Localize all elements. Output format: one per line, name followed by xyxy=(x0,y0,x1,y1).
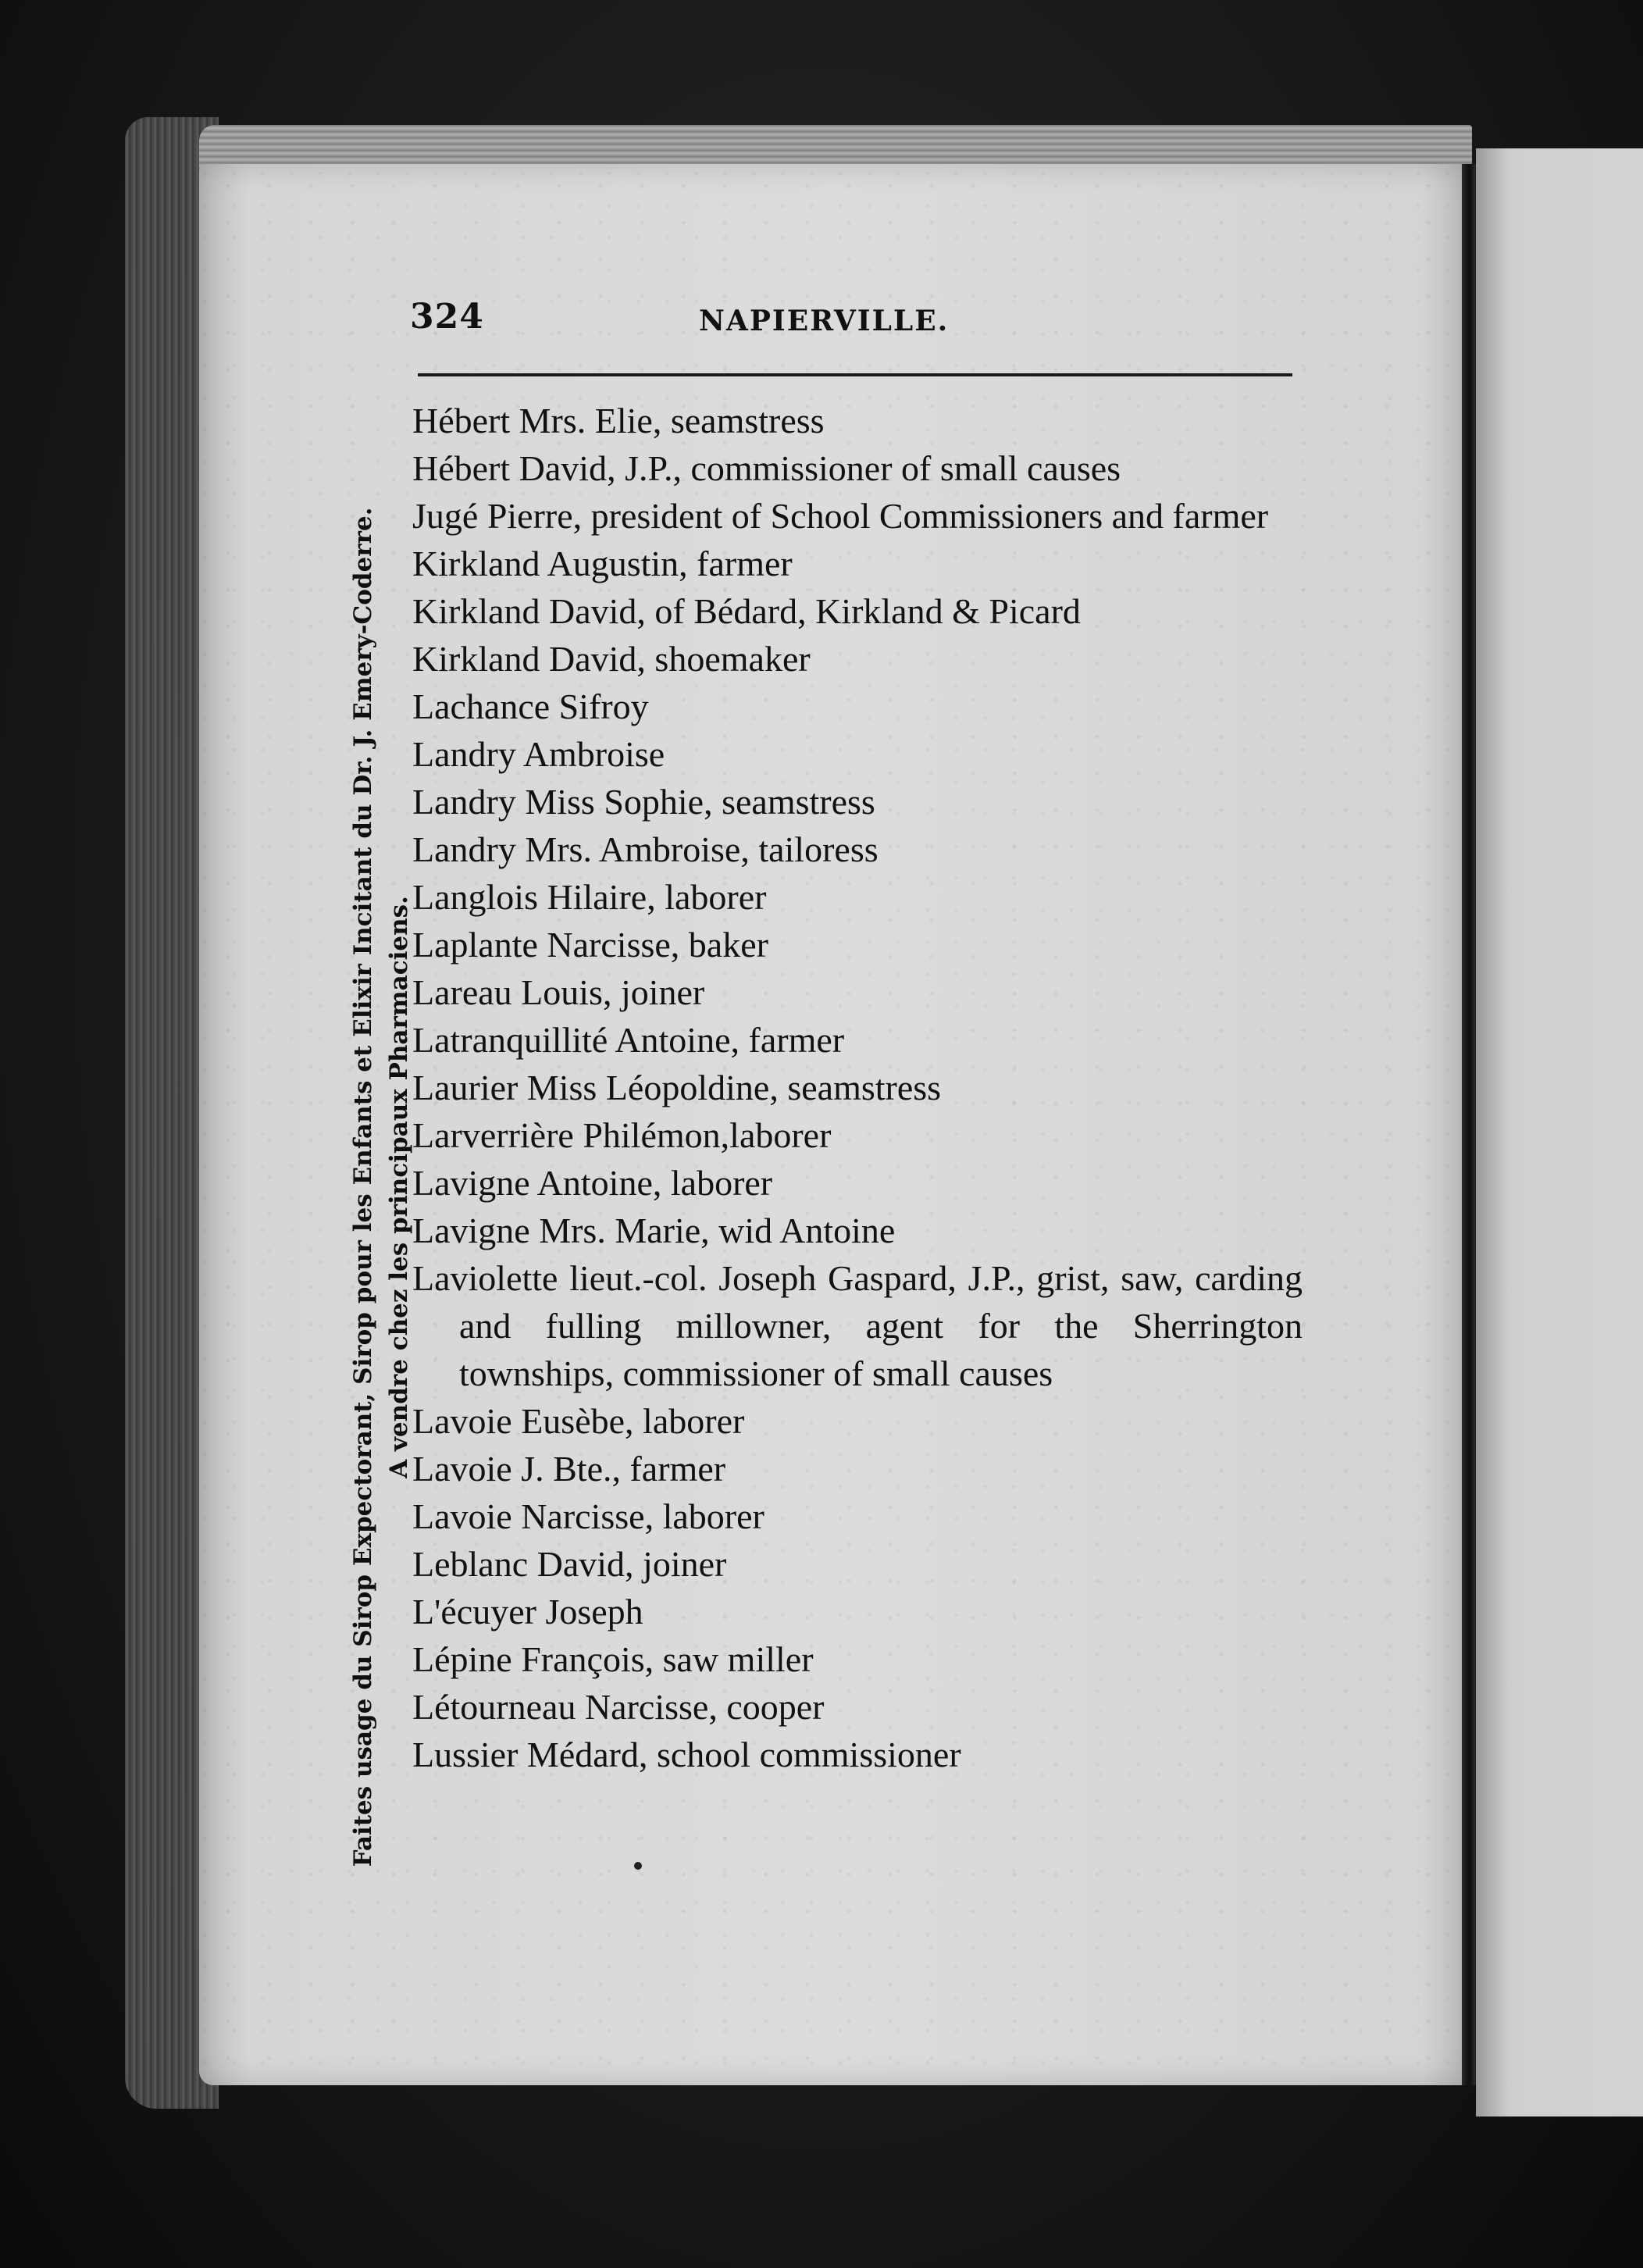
directory-entry: Landry Miss Sophie, seamstress xyxy=(412,782,875,822)
directory-entry: Hébert Mrs. Elie, seamstress xyxy=(412,401,825,440)
running-head: NAPIERVILLE. xyxy=(699,305,950,337)
directory-entry: Lussier Médard, school commissioner xyxy=(412,1735,961,1774)
directory-entry: Lavoie J. Bte., farmer xyxy=(412,1449,726,1489)
directory-entry: Hébert David, J.P., commissioner of small causes xyxy=(412,448,1121,488)
directory-entry: Laviolette lieut.-col. Joseph Gaspard, J.P., grist, saw, carding and fulling millowner, agent for the Sherrington townships, commissioner of small causes xyxy=(412,1258,1303,1393)
directory-entry: Lachance Sifroy xyxy=(412,686,649,726)
directory-entry: Larverrière Philémon,laborer xyxy=(412,1115,832,1155)
advertisement-line-2: A vendre chez les principaux Pharmaciens. xyxy=(385,896,413,1478)
directory-entry: Lavigne Mrs. Marie, wid Antoine xyxy=(412,1211,896,1250)
directory-entry: Lavoie Narcisse, laborer xyxy=(412,1496,764,1536)
directory-entry: Kirkland David, shoemaker xyxy=(412,639,811,679)
directory-entry: Latranquillité Antoine, farmer xyxy=(412,1020,845,1060)
right-page-partial xyxy=(1476,148,1643,2116)
directory-entry: Kirkland Augustin, farmer xyxy=(412,544,793,583)
directory-entry: Létourneau Narcisse, cooper xyxy=(412,1687,825,1727)
directory-entry: Lavigne Antoine, laborer xyxy=(412,1163,773,1203)
directory-entry: Landry Mrs. Ambroise, tailoress xyxy=(412,829,879,869)
directory-entry: Jugé Pierre, president of School Commissioners and farmer xyxy=(412,496,1269,536)
page-number: 324 xyxy=(410,297,484,337)
directory-entry: Lareau Louis, joiner xyxy=(412,972,705,1012)
sidebar-advertisement xyxy=(345,406,417,1968)
directory-entry: Laurier Miss Léopoldine, seamstress xyxy=(412,1068,942,1107)
directory-entry: Landry Ambroise xyxy=(412,734,665,774)
advertisement-line-1: Faites usage du Sirop Expectorant, Sirop pour les Enfants et Elixir Incitant du Dr. J. Emery-Coderre. xyxy=(349,507,377,1867)
directory-entry: L'écuyer Joseph xyxy=(412,1592,643,1631)
ink-dot xyxy=(634,1862,642,1870)
directory-entry: Leblanc David, joiner xyxy=(412,1544,727,1584)
directory-entries xyxy=(412,397,1303,1778)
book-gutter xyxy=(1462,164,1477,2085)
directory-entry: Laplante Narcisse, baker xyxy=(412,925,768,965)
header-rule xyxy=(418,373,1292,376)
directory-entry: Langlois Hilaire, laborer xyxy=(412,877,767,917)
directory-entry: Lépine François, saw miller xyxy=(412,1639,814,1679)
directory-entry: Kirkland David, of Bédard, Kirkland & Picard xyxy=(412,591,1081,631)
directory-entry: Lavoie Eusèbe, laborer xyxy=(412,1401,745,1441)
